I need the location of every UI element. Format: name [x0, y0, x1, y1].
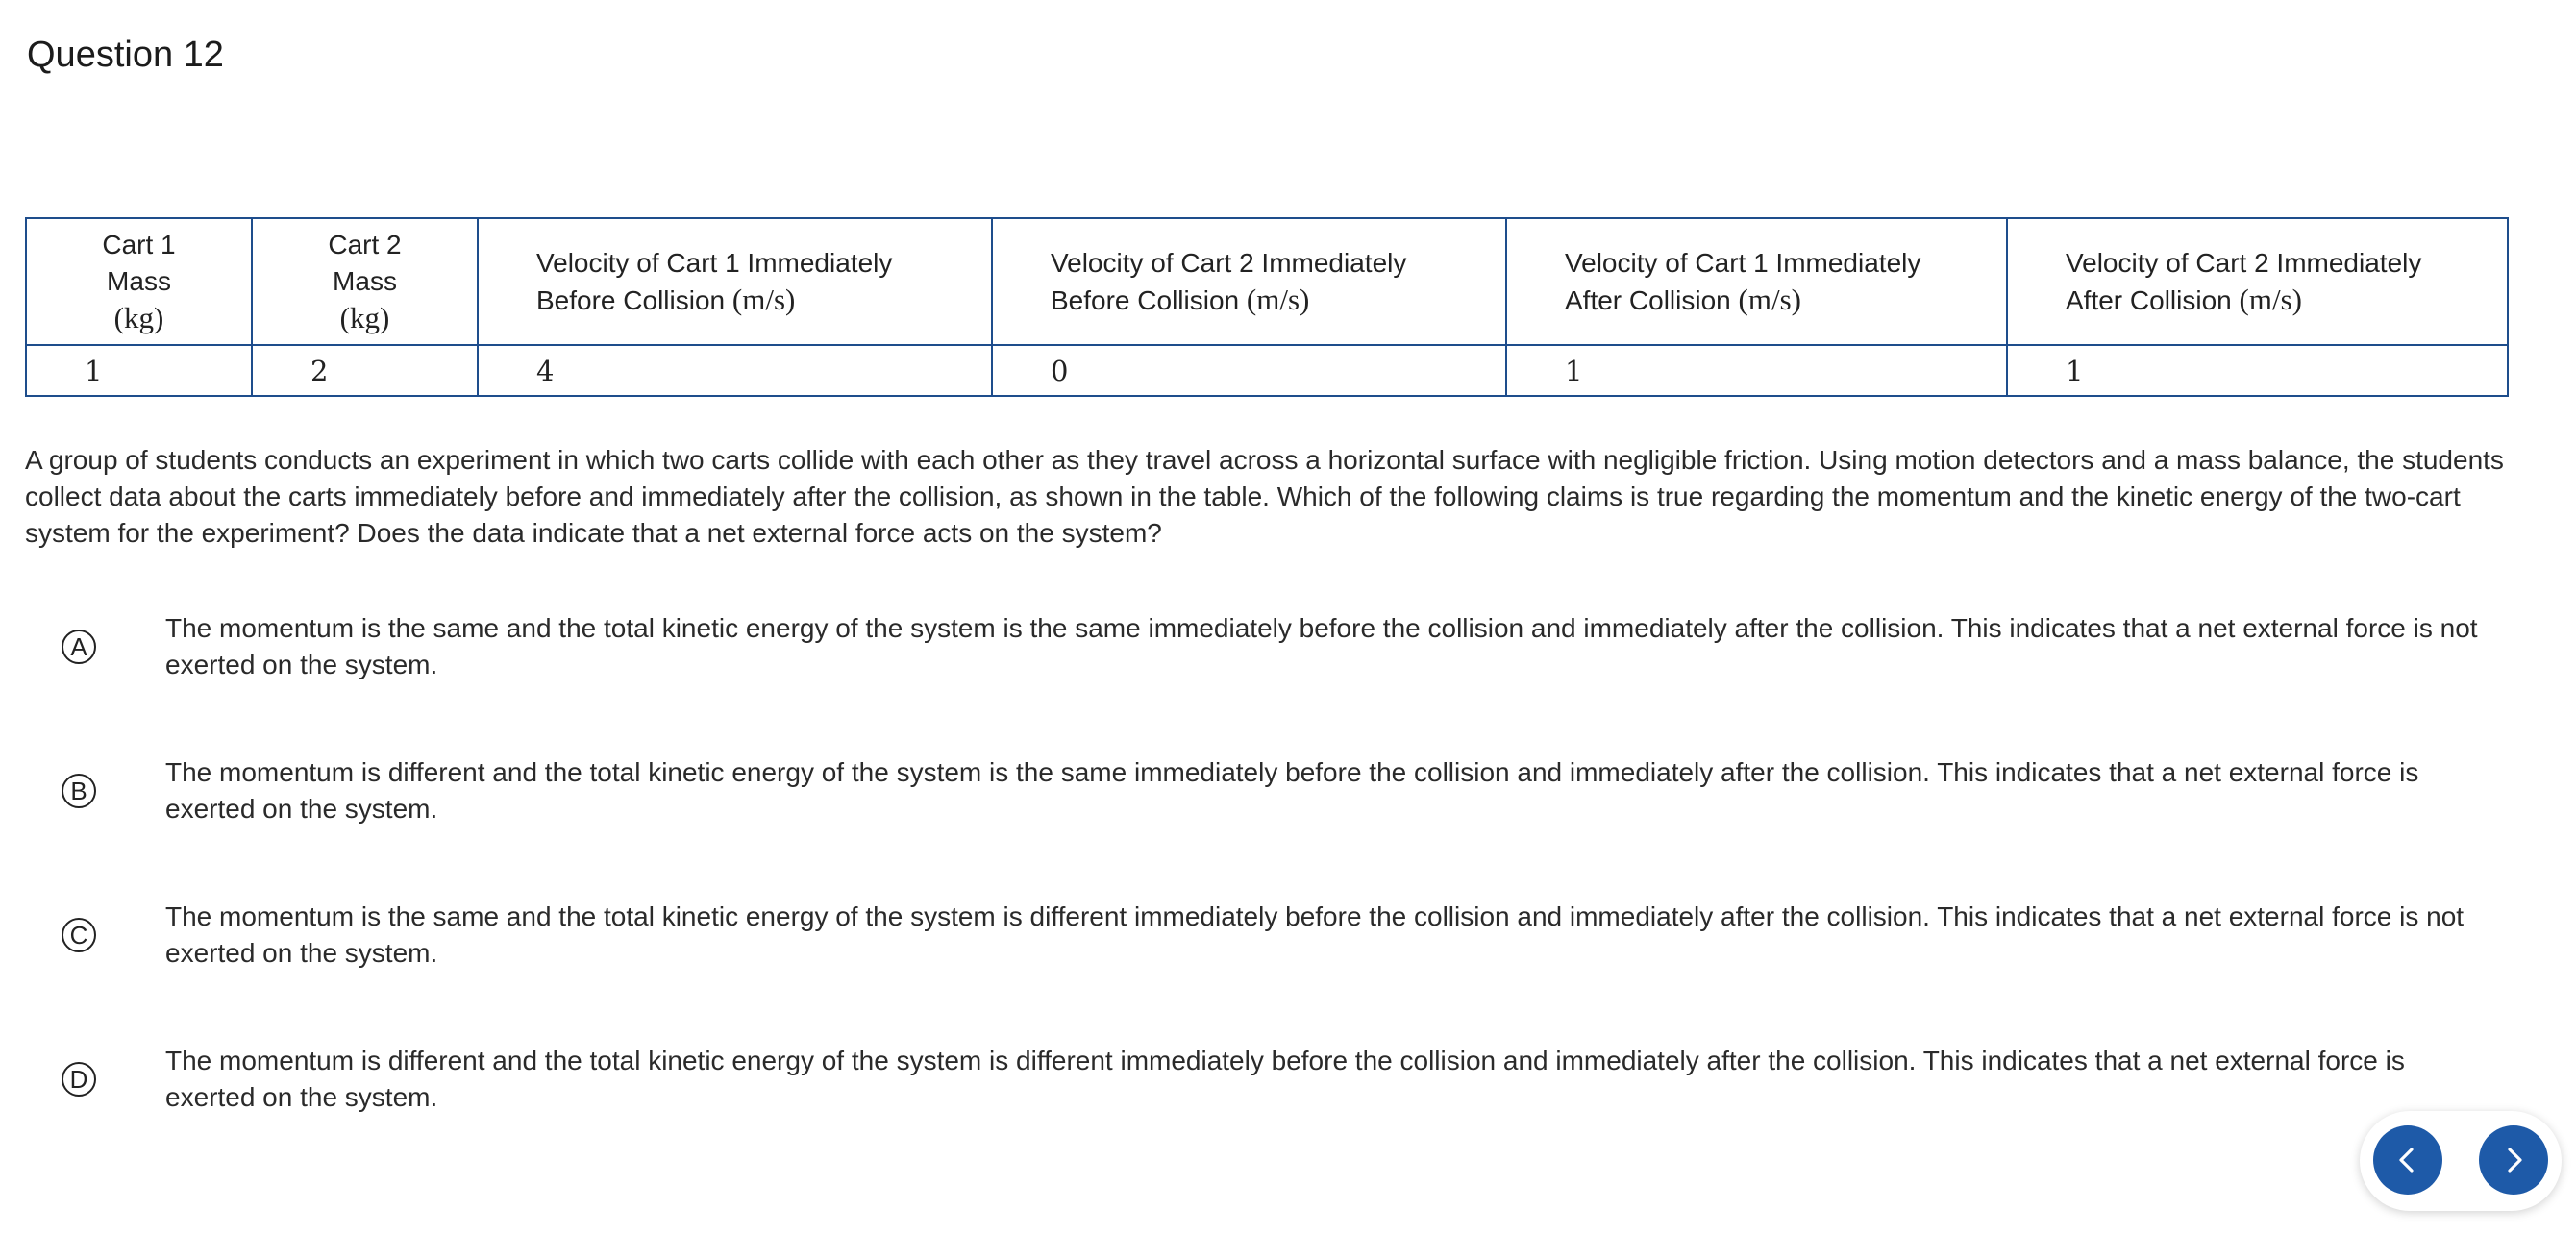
choice-bubble[interactable]: D: [62, 1062, 96, 1097]
header-unit: (m/s): [1738, 282, 1801, 316]
previous-button[interactable]: [2373, 1125, 2442, 1195]
table-row: [26, 345, 2508, 396]
header-line: Cart 2: [328, 230, 402, 259]
chevron-left-icon: [2392, 1145, 2423, 1175]
header-line: Before Collision: [1051, 284, 1240, 315]
data-table: [25, 217, 2509, 397]
header-line: After Collision: [1565, 284, 1731, 315]
header-line: After Collision: [2066, 284, 2232, 315]
header-unit: (m/s): [2239, 282, 2302, 316]
header-line: Before Collision: [536, 284, 726, 315]
header-cart1-velocity-after: [1506, 218, 2007, 345]
header-cart1-mass: [26, 218, 252, 345]
table-cell: 1: [1506, 345, 2007, 396]
choice-bubble[interactable]: A: [62, 630, 96, 664]
table-cell: 1: [26, 345, 252, 396]
header-line: Mass: [333, 266, 397, 296]
table-header-row: [26, 218, 2508, 345]
choice-text[interactable]: The momentum is different and the total kinetic energy of the system is different immediately before the collision and immediately after the collision. This indicates that a net external force is exerted on the system.: [165, 1046, 2405, 1112]
header-line: Velocity of Cart 1 Immediately: [536, 247, 893, 278]
navigation-controls: [2360, 1111, 2562, 1211]
header-cart2-mass: [252, 218, 478, 345]
header-unit: (kg): [113, 301, 164, 334]
choice-text[interactable]: The momentum is the same and the total kinetic energy of the system is different immediately before the collision and immediately after the collision. This indicates that a net external force is not exerted on the system.: [165, 901, 2465, 968]
next-button[interactable]: [2479, 1125, 2548, 1195]
choice-b[interactable]: [58, 754, 2461, 831]
header-cart1-velocity-before: [478, 218, 992, 345]
header-cart2-velocity-after: [2007, 218, 2508, 345]
choice-bubble[interactable]: B: [62, 774, 96, 808]
table-cell: 4: [478, 345, 992, 396]
header-line: Mass: [107, 266, 171, 296]
question-title: Question 12: [27, 35, 224, 75]
header-line: Velocity of Cart 2 Immediately: [2066, 247, 2422, 278]
table-cell: 2: [252, 345, 478, 396]
choice-a[interactable]: [58, 610, 2478, 687]
header-line: Velocity of Cart 1 Immediately: [1565, 247, 1921, 278]
table-cell: 1: [2007, 345, 2508, 396]
chevron-right-icon: [2498, 1145, 2529, 1175]
table-cell: 0: [992, 345, 1506, 396]
header-line: Velocity of Cart 2 Immediately: [1051, 247, 1407, 278]
header-cart2-velocity-before: [992, 218, 1506, 345]
header-unit: (kg): [339, 301, 390, 334]
choice-d[interactable]: [58, 1043, 2461, 1120]
header-line: Cart 1: [102, 230, 176, 259]
header-unit: (m/s): [731, 282, 796, 316]
choice-c[interactable]: [58, 899, 2465, 975]
choice-text[interactable]: The momentum is different and the total kinetic energy of the system is the same immediately before the collision and immediately after the collision. This indicates that a net external force is exerted on the system.: [165, 757, 2419, 824]
header-unit: (m/s): [1246, 282, 1310, 316]
choice-bubble[interactable]: C: [62, 918, 96, 952]
choice-text[interactable]: The momentum is the same and the total kinetic energy of the system is the same immediately before the collision and immediately after the collision. This indicates that a net external force is not exerted on the system.: [165, 613, 2478, 679]
question-stem: A group of students conducts an experiment in which two carts collide with each other as they travel across a horizontal surface with negligible friction. Using motion detectors and a mass balance, the students collect data about the carts immediately before and immediately after the collision, as shown in the table. Which of the following claims is true regarding the momentum and the kinetic energy of the two-cart system for the experiment? Does the data indicate that a net external force acts on the system?: [25, 445, 2504, 548]
